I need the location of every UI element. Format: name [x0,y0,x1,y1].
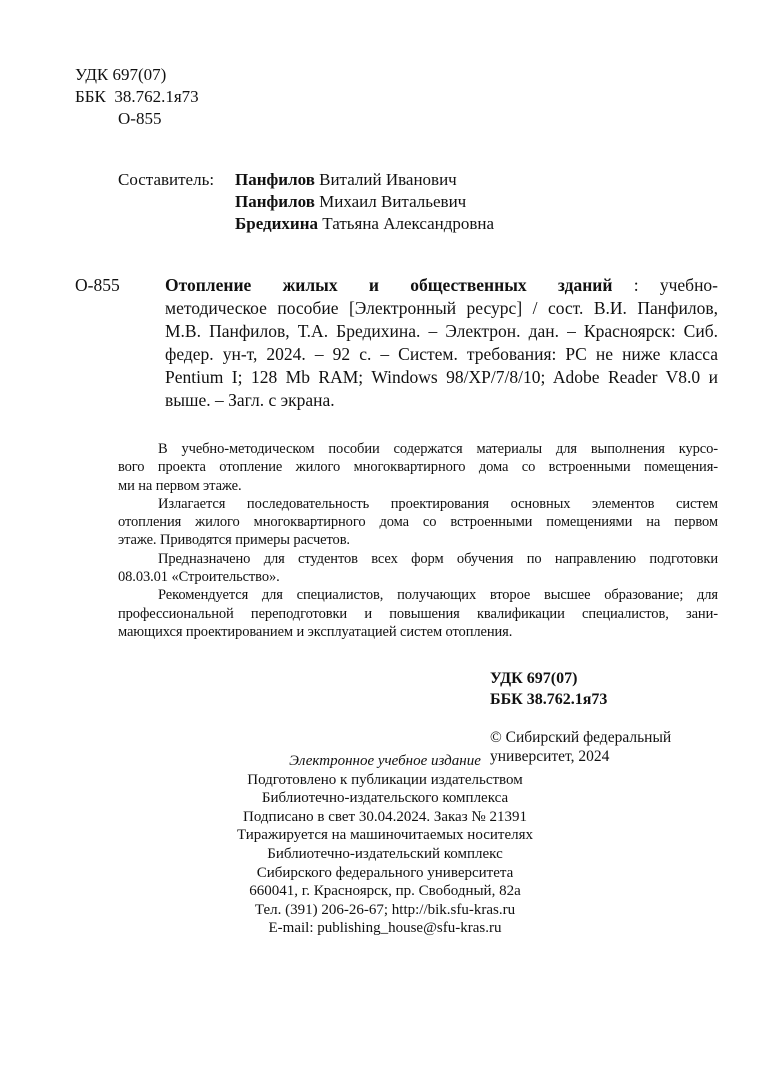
compiler-surname: Бредихина [235,214,318,233]
bottom-bbk: ББК 38.762.1я73 [490,691,608,708]
abstract-line: этаже. Приводятся примеры расчетов. [118,532,350,549]
compiler-3 [235,213,494,235]
abstract [118,440,718,641]
abstract-line: профессиональной переподготовки и повышения квалификации специалистов, зани- [118,605,718,622]
abstract-line: В учебно-методическом пособии содержатся материалы для выполнения курсо- [158,441,718,457]
compiler-1 [235,169,457,191]
bbk-code: ББК 38.762.1я73 [75,87,199,106]
abstract-line: ми на первом этаже. [118,477,242,494]
copyright-line: университет, 2024 [490,748,610,765]
entry-line: Pentium I; 128 Mb RAM; Windows 98/XP/7/8/10; Adobe Reader V8.0 и [165,367,718,387]
bottom-udk: УДК 697(07) [490,670,578,687]
imprint-line: E-mail: publishing_house@sfu-kras.ru [268,920,502,937]
compiler-surname: Панфилов [235,192,315,211]
entry-line: М.В. Панфилов, Т.А. Бредихина. – Электрон. дан. – Красноярск: Сиб. [165,321,718,341]
imprint-line: Тиражируется на машиночитаемых носителях [236,827,533,844]
imprint-line: Библиотечно-издательский комплекс [267,845,503,862]
abstract-line: отопления жилого многоквартирного дома со встроенными помещениями на первом [118,514,718,531]
abstract-line: Предназначено для студентов всех форм обучения по направлению подготовки [158,550,718,567]
abstract-line: Рекомендуется для специалистов, получающих второе высшее образование; для [158,587,718,604]
compiler-2 [235,191,466,213]
entry-line: методическое пособие [Электронный ресурс] / сост. В.И. Панфилов, [165,298,718,318]
imprint-line: Библиотечно-издательского комплекса [261,790,509,807]
imprint-line: 660041, г. Красноярск, пр. Свободный, 82а [249,883,521,900]
abstract-line: мающихся проектированием и эксплуатацией систем отопления. [118,623,513,640]
compiler-surname: Панфилов [235,170,315,189]
imprint-line: Сибирского федерального университета [256,864,514,881]
bibliographic-entry [165,274,718,412]
compiler-name: Татьяна Александровна [322,214,495,233]
edition-type: Электронное учебное издание [289,753,481,769]
entry-line: выше. – Загл. с экрана. [165,390,335,410]
entry-mark: О-855 [75,275,120,295]
imprint [190,752,580,938]
udk-code: УДК 697(07) [75,65,167,84]
imprint-line: Тел. (391) 206-26-67; http://bik.sfu-kras.ru [254,901,516,918]
abstract-line: вого проекта отопление жилого многоквартирного дома со встроенными помещения- [118,459,718,476]
imprint-line: Подготовлено к публикации издательством [247,771,523,788]
imprint-line: Подписано в свет 30.04.2024. Заказ № 21391 [243,808,527,825]
book-title: Отопление жилых и общественных зданий [165,275,613,295]
compiler-name: Виталий Иванович [319,170,457,189]
compilers-label: Составитель: [118,170,215,189]
copyright-line: © Сибирский федеральный [490,729,672,746]
compiler-name: Михаил Витальевич [319,192,467,211]
entry-line: федер. ун-т, 2024. – 92 с. – Систем. требования: PC не ниже класса [165,344,718,364]
abstract-line: 08.03.01 «Строительство». [118,569,280,586]
entry-line: : учебно- [633,275,719,295]
author-mark: О-855 [118,109,162,128]
abstract-line: Излагается последовательность проектирования основных элементов систем [158,495,718,512]
